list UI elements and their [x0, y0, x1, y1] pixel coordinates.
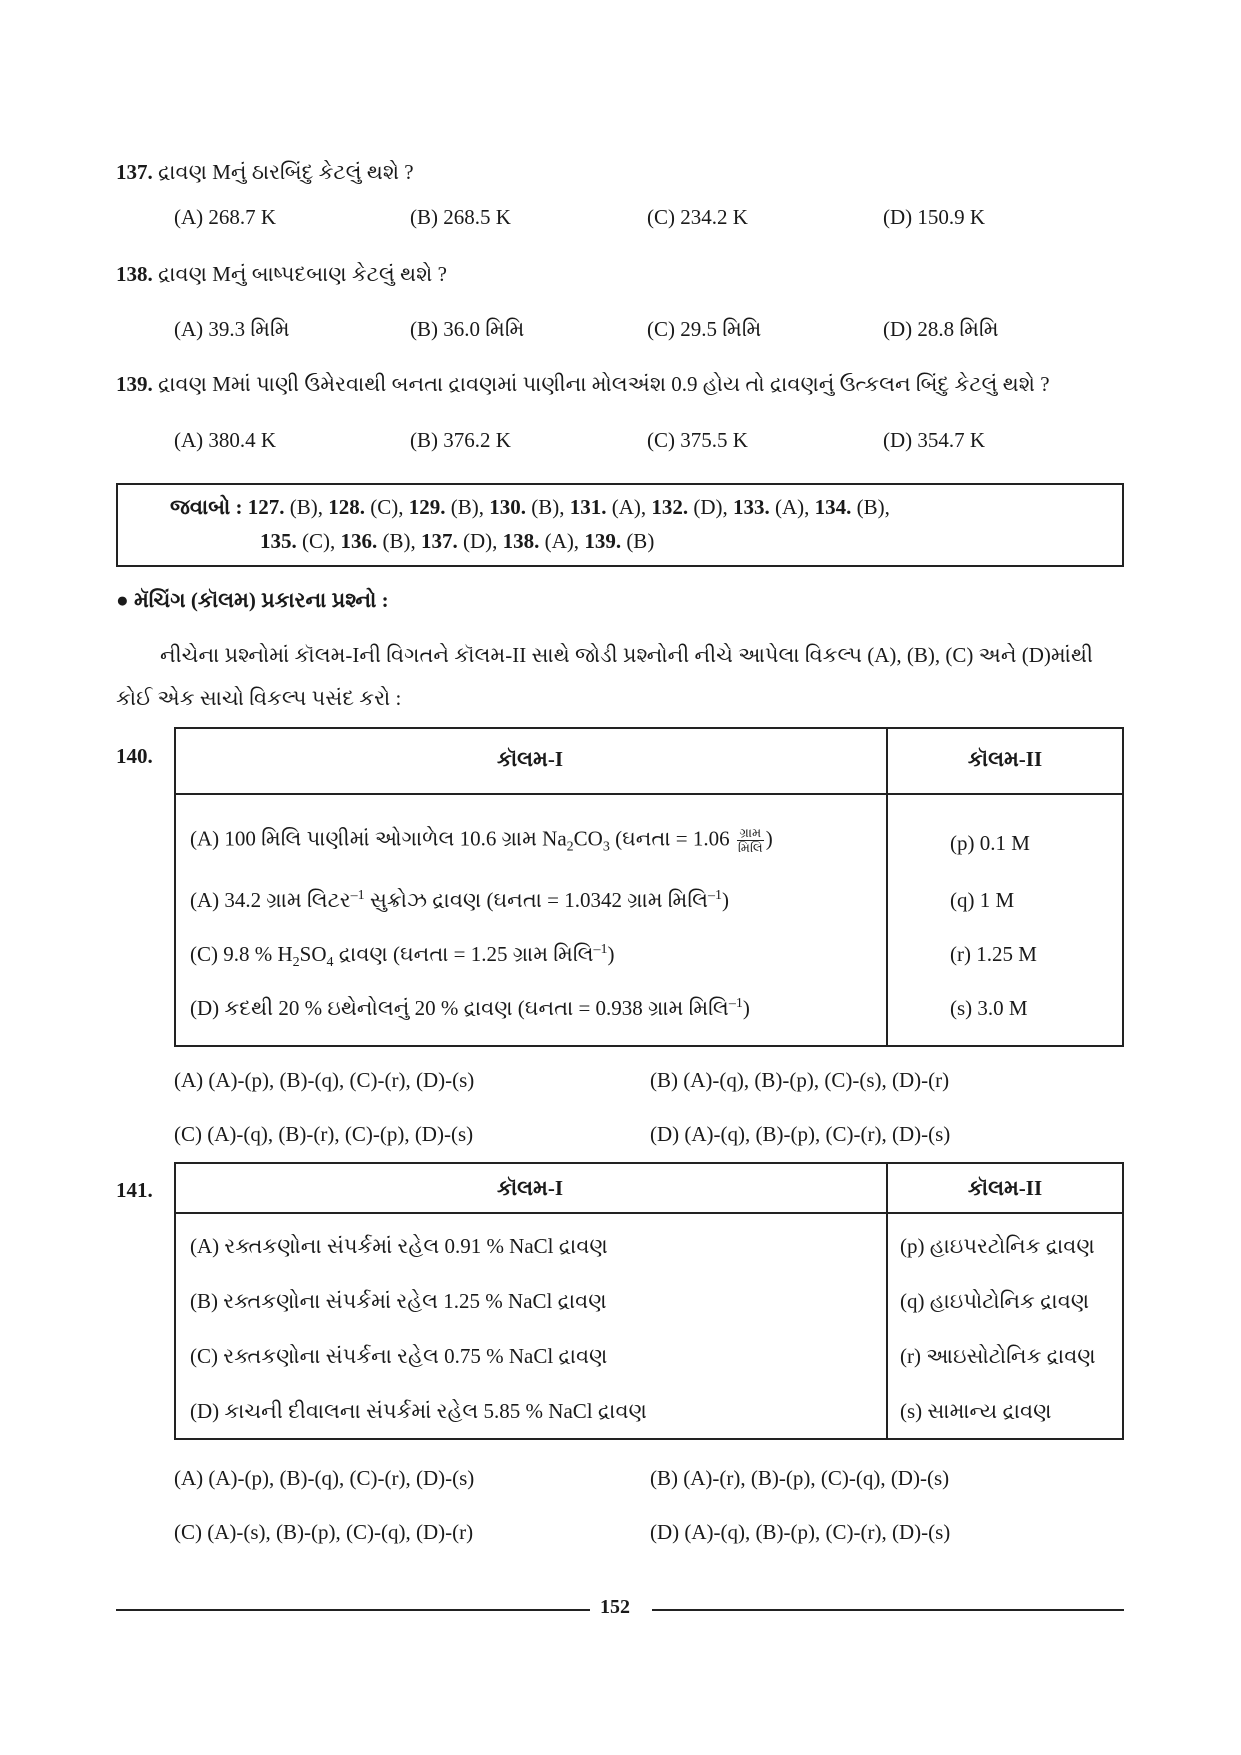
answer-choice: (C), — [296, 529, 341, 553]
answer-entry — [260, 529, 341, 553]
answer-question-number: 136. — [340, 529, 378, 553]
question-text: દ્રાવણ Mમાં પાણી ઉમેરવાથી બનતા દ્રાવણમાં પાણીના મોલઅંશ 0.9 હોય તો દ્રાવણનું ઉત્કલન બિંદુ કેટલું થશે ? — [158, 372, 1050, 396]
option-c: (C) 375.5 K — [647, 428, 748, 452]
section-heading — [116, 588, 389, 613]
intro-line-1: નીચેના પ્રશ્નોમાં કૉલમ-Iની વિગતને કૉલમ-II સાથે જોડી પ્રશ્નોની નીચે આપેલા વિકલ્પ (A), (B), (C) અને (D)માંથી — [160, 643, 1093, 667]
option-d: (D) 150.9 K — [883, 205, 986, 229]
option-b: (B) (A)-(q), (B)-(p), (C)-(s), (D)-(r) — [650, 1068, 950, 1092]
answer-choice: (D), — [688, 495, 734, 519]
column-1-item: (C) રક્તકણોના સંપર્કના રહેલ 0.75 % NaCl દ્રાવણ — [190, 1344, 608, 1368]
option-c: (C) 234.2 K — [647, 205, 748, 229]
column-2-item: (s) સામાન્ય દ્રાવણ — [900, 1399, 1052, 1423]
answer-question-number: 133. — [733, 495, 770, 519]
answer-question-number: 138. — [502, 529, 540, 553]
option-a: (A) 380.4 K — [174, 428, 277, 452]
answer-choice: (B), — [377, 529, 421, 553]
column-1-item: (D) કાચની દીવાલના સંપર્કમાં રહેલ 5.85 % NaCl દ્રાવણ — [190, 1399, 647, 1423]
answer-choice: (B), — [445, 495, 490, 519]
answer-key-line-2 — [260, 529, 654, 554]
question-137 — [116, 160, 414, 185]
question-number: 139. — [116, 372, 153, 396]
answer-question-number: 135. — [260, 529, 297, 553]
column-1-header: કૉલમ-I — [496, 747, 564, 771]
answer-question-number: 130. — [489, 495, 526, 519]
answer-choice: (B) — [621, 529, 655, 553]
answer-entry — [570, 495, 652, 519]
answer-choice: (D), — [457, 529, 503, 553]
page-number: 152 — [600, 1596, 630, 1618]
column-1-item: (D) કદથી 20 % ઇથેનોલનું 20 % દ્રાવણ (ઘનતા = 0.938 ગ્રામ મિલિ$^{-1}$) — [190, 996, 750, 1020]
question-139 — [116, 372, 1050, 397]
answer-question-number: 127. — [247, 495, 285, 519]
column-2-item: (p) 0.1 M — [950, 831, 1030, 855]
answer-entry — [328, 495, 409, 519]
column-1-header: કૉલમ-I — [496, 1176, 564, 1200]
question-text: દ્રાવણ Mનું ઠારબિંદુ કેટલું થશે ? — [158, 160, 414, 184]
question-141-number: 141. — [116, 1178, 153, 1202]
column-1-item: (A) 100 મિલિ પાણીમાં ઓગાળેલ 10.6 ગ્રામ $Na_2CO_3$ (ઘનતા = 1.06 $\frac{\text{ગ્રામ}}{\text{મિલિ}}$ ) — [190, 825, 773, 855]
answer-question-number: 134. — [814, 495, 852, 519]
option-c: (C) (A)-(q), (B)-(r), (C)-(p), (D)-(s) — [174, 1122, 474, 1146]
column-2-item: (q) 1 M — [950, 888, 1015, 912]
option-d: (D) (A)-(q), (B)-(p), (C)-(r), (D)-(s) — [650, 1520, 951, 1544]
answer-choice: (B), — [851, 495, 890, 519]
option-b: (B) 36.0 મિમિ — [410, 317, 525, 341]
answer-choice: (A), — [606, 495, 652, 519]
answer-entry — [503, 529, 585, 553]
answer-entry — [409, 495, 490, 519]
option-d: (D) 354.7 K — [883, 428, 986, 452]
option-a: (A) (A)-(p), (B)-(q), (C)-(r), (D)-(s) — [174, 1466, 475, 1490]
question-number: 137. — [116, 160, 153, 184]
answer-key-label: જવાબો : — [170, 495, 243, 519]
column-2-item: (r) આઇસોટોનિક દ્રાવણ — [900, 1344, 1096, 1368]
option-a: (A) 39.3 મિમિ — [174, 317, 290, 341]
answer-entry — [584, 529, 654, 553]
question-text: દ્રાવણ Mનું બાષ્પદબાણ કેટલું થશે ? — [158, 262, 447, 286]
answer-question-number: 131. — [569, 495, 607, 519]
q140-match-table — [174, 727, 1124, 1047]
answer-entry — [248, 495, 329, 519]
column-2-item: (s) 3.0 M — [950, 996, 1028, 1020]
question-140-number: 140. — [116, 744, 153, 768]
answer-choice: (A), — [769, 495, 815, 519]
answer-question-number: 129. — [408, 495, 446, 519]
footer-rule-left — [116, 1609, 590, 1611]
answer-key-line-1 — [170, 495, 890, 520]
answer-entry — [733, 495, 815, 519]
answer-entry — [815, 495, 890, 519]
answer-entry — [489, 495, 570, 519]
option-b: (B) 376.2 K — [410, 428, 511, 452]
answer-key-entries — [248, 495, 890, 519]
option-d: (D) 28.8 મિમિ — [883, 317, 999, 341]
column-2-header: કૉલમ-II — [967, 747, 1043, 771]
answer-question-number: 139. — [584, 529, 622, 553]
option-b: (B) (A)-(r), (B)-(p), (C)-(q), (D)-(s) — [650, 1466, 950, 1490]
answer-choice: (C), — [364, 495, 409, 519]
answer-entry — [341, 529, 422, 553]
column-2-item: (q) હાઇપોટોનિક દ્રાવણ — [900, 1289, 1090, 1313]
bullet-icon: ● — [116, 588, 129, 612]
column-1-item: (A) 34.2 ગ્રામ લિટર$^{-1}$ સુક્રોઝ દ્રાવણ (ઘનતા = 1.0342 ગ્રામ મિલિ$^{-1}$) — [190, 888, 729, 912]
intro-line-2: કોઈ એક સાચો વિકલ્પ પસંદ કરો : — [116, 686, 402, 710]
answer-entry — [651, 495, 733, 519]
answer-choice: (A), — [539, 529, 585, 553]
section-heading-text: મૅચિંગ (કૉલમ) પ્રકારના પ્રશ્નો : — [133, 588, 389, 612]
footer-rule-right — [652, 1609, 1124, 1611]
q141-match-table — [174, 1162, 1124, 1440]
answer-choice: (B), — [525, 495, 570, 519]
column-2-header: કૉલમ-II — [967, 1176, 1043, 1200]
column-1-item: (B) રક્તકણોના સંપર્કમાં રહેલ 1.25 % NaCl દ્રાવણ — [190, 1289, 607, 1313]
answer-key-box — [116, 483, 1124, 567]
column-2-item: (p) હાઇપરટોનિક દ્રાવણ — [900, 1234, 1095, 1258]
answer-question-number: 132. — [651, 495, 689, 519]
fraction: $\frac{\text{ગ્રામ}}{\text{મિલિ}}$ — [737, 825, 763, 855]
column-1-item: (C) 9.8 % $H_2SO_4$ દ્રાવણ (ઘનતા = 1.25 ગ્રામ મિલિ$^{-1}$) — [190, 942, 615, 971]
answer-entry — [421, 529, 503, 553]
option-c: (C) (A)-(s), (B)-(p), (C)-(q), (D)-(r) — [174, 1520, 474, 1544]
answer-question-number: 137. — [421, 529, 458, 553]
option-b: (B) 268.5 K — [410, 205, 511, 229]
column-2-item: (r) 1.25 M — [950, 942, 1037, 966]
option-a: (A) 268.7 K — [174, 205, 277, 229]
answer-choice: (B), — [284, 495, 329, 519]
option-a: (A) (A)-(p), (B)-(q), (C)-(r), (D)-(s) — [174, 1068, 475, 1092]
option-d: (D) (A)-(q), (B)-(p), (C)-(r), (D)-(s) — [650, 1122, 951, 1146]
answer-question-number: 128. — [328, 495, 365, 519]
question-number: 138. — [116, 262, 153, 286]
question-138 — [116, 262, 447, 287]
column-1-item: (A) રક્તકણોના સંપર્કમાં રહેલ 0.91 % NaCl દ્રાવણ — [190, 1234, 608, 1258]
option-c: (C) 29.5 મિમિ — [647, 317, 762, 341]
